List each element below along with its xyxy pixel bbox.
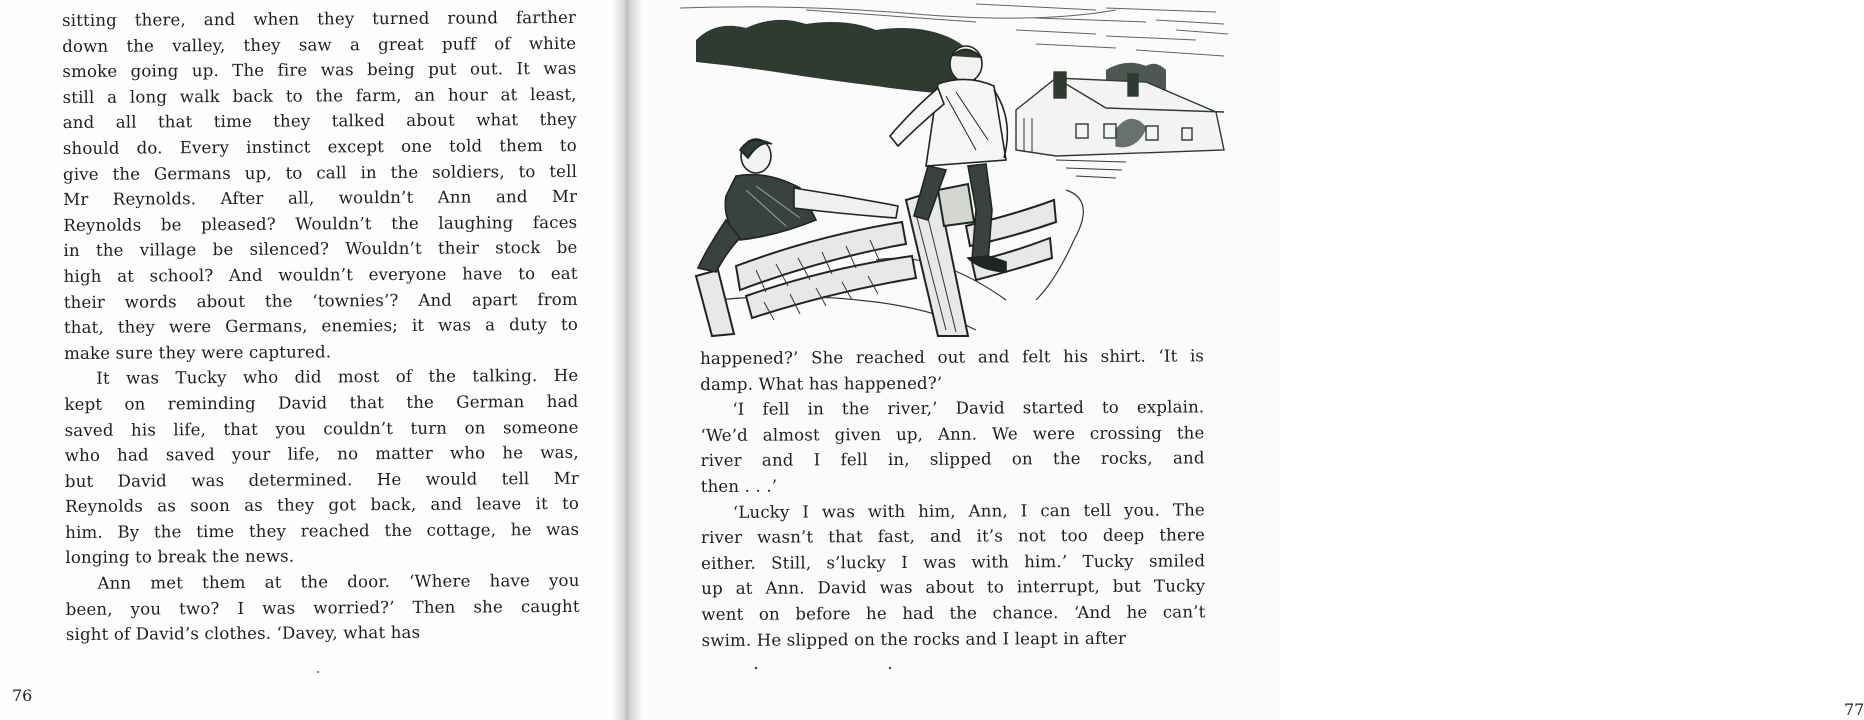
left-page-body: [62, 5, 580, 648]
text-line: and all that time they talked about what they: [62, 110, 577, 133]
text-line: went on before he had the chance. ‘And he can’t: [701, 602, 1206, 624]
text-line: either. Still, s’lucky I was with him.’ Tucky smiled: [701, 551, 1206, 573]
text-line: damp. What has happened?’: [700, 373, 943, 394]
paragraph: [700, 395, 1205, 500]
paragraph: [701, 497, 1206, 653]
text-line: sight of David’s clothes. ‘Davey, what has: [65, 623, 421, 645]
farmhouse: [1016, 72, 1224, 178]
text-line: give the Germans up, to call in the soldiers, to tell: [62, 161, 578, 184]
text-line: smoke going up. The fire was being put out. It was: [62, 59, 577, 82]
text-line: Reynolds be pleased? Wouldn’t the laughing faces: [63, 212, 578, 235]
text-line: happened?’ She reached out and felt his shirt. ‘It is: [700, 346, 1205, 368]
text-line: ‘Lucky I was with him, Ann, I can tell you. The: [732, 499, 1205, 522]
text-line: down the valley, they saw a great puff of white: [62, 33, 577, 56]
text-line: kept on reminding David that the German had: [64, 391, 579, 414]
text-line: him. By the time they reached the cottage, he was: [65, 519, 580, 542]
left-page: [0, 0, 624, 720]
text-line: their words about the ‘townies’? And apart from: [63, 289, 578, 312]
paragraph: [64, 363, 579, 571]
text-line: still a long walk back to the farm, an hour at least,: [62, 84, 577, 107]
text-line: Reynolds as soon as they got back, and leave it to: [64, 494, 580, 517]
text-line: who had saved your life, no matter who he was,: [64, 442, 579, 466]
paragraph: [65, 568, 579, 648]
text-line: but David was determined. He would tell Mr: [64, 468, 579, 491]
text-line: sitting there, and when they turned round farther: [62, 7, 577, 30]
text-line: ‘I fell in the river,’ David started to explain.: [732, 397, 1205, 420]
text-line: river wasn’t that fast, and it’s not too deep there: [700, 525, 1206, 548]
text-line: swim. He slipped on the rocks and I leapt in after: [701, 628, 1127, 650]
text-line: saved his life, that you couldn’t turn on someone: [64, 417, 579, 440]
text-line: river and I fell in, slipped on the rocks, and: [700, 448, 1205, 471]
text-line: ‘We’d almost given up, Ann. We were crossing the: [700, 423, 1205, 445]
paragraph: [62, 5, 578, 366]
text-line: up at Ann. David was about to interrupt, but Tucky: [701, 576, 1206, 599]
text-line: in the village be silenced? Wouldn’t their stock be: [63, 238, 578, 261]
boys-at-fence-illustration: [676, 0, 1236, 336]
page-number-right: 77: [1844, 700, 1864, 719]
page-number-left: 76: [12, 686, 33, 705]
text-line: should do. Every instinct except one told them to: [62, 135, 577, 158]
text-line: then . . .’: [700, 476, 778, 496]
right-page-body: [700, 343, 1206, 653]
text-line: It was Tucky who did most of the talking. He: [96, 366, 579, 389]
book-gutter: [612, 0, 642, 720]
text-line: longing to break the news.: [65, 547, 295, 568]
text-line: Mr Reynolds. After all, wouldn’t Ann and Mr: [63, 187, 578, 210]
text-line: high at school? And wouldn’t everyone have to eat: [63, 263, 578, 286]
text-line: make sure they were captured.: [64, 342, 332, 363]
text-line: been, you two? I was worried?’ Then she caught: [65, 596, 580, 619]
text-line: Ann met them at the door. ‘Where have you: [97, 570, 580, 593]
paragraph: [700, 343, 1204, 397]
text-line: that, they were Germans, enemies; it was a duty to: [63, 314, 579, 338]
